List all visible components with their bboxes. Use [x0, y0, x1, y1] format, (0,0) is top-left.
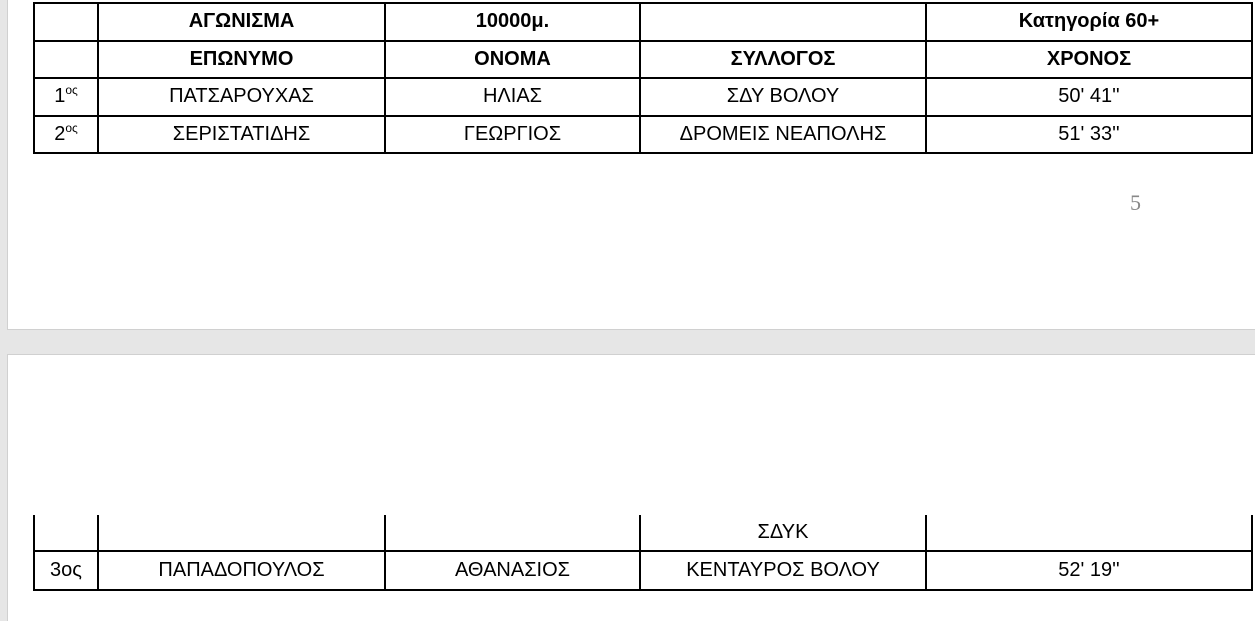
club-cell: ΚΕΝΤΑΥΡΟΣ ΒΟΛΟΥ — [640, 551, 926, 590]
empty-cell — [34, 515, 98, 551]
time-cell: 52' 19'' — [926, 551, 1252, 590]
column-header-name: ΟΝΟΜΑ — [385, 41, 640, 79]
time-cell: 51' 33'' — [926, 116, 1252, 154]
event-value: 10000μ. — [385, 3, 640, 41]
place-cell: $1^{o\varsigma}$ — [34, 78, 98, 116]
club-cell: ΣΔΥΚ — [640, 515, 926, 551]
category-label: Κατηγορία 60+ — [926, 3, 1252, 41]
name-cell: ΓΕΩΡΓΙΟΣ — [385, 116, 640, 154]
club-cell: ΣΔΥ ΒΟΛΟΥ — [640, 78, 926, 116]
empty-cell — [640, 3, 926, 41]
table-row — [34, 551, 1252, 590]
table-row — [34, 116, 1252, 154]
empty-cell — [34, 41, 98, 79]
empty-cell — [926, 515, 1252, 551]
column-header-surname: ΕΠΩΝΥΜΟ — [98, 41, 385, 79]
results-table-continued — [33, 515, 1253, 591]
event-label: ΑΓΩΝΙΣΜΑ — [98, 3, 385, 41]
column-header-time: ΧΡΟΝΟΣ — [926, 41, 1252, 79]
column-header-row — [34, 41, 1252, 79]
table-row — [34, 78, 1252, 116]
empty-cell — [98, 515, 385, 551]
place-cell: $2^{o\varsigma}$ — [34, 116, 98, 154]
empty-cell — [34, 3, 98, 41]
results-table — [33, 2, 1253, 154]
empty-cell — [385, 515, 640, 551]
surname-cell: ΠΑΠΑΔΟΠΟΥΛΟΣ — [98, 551, 385, 590]
page-number: 5 — [1130, 190, 1141, 215]
name-cell: ΑΘΑΝΑΣΙΟΣ — [385, 551, 640, 590]
surname-cell: ΠΑΤΣΑΡΟΥΧΑΣ — [98, 78, 385, 116]
club-cell: ΔΡΟΜΕΙΣ ΝΕΑΠΟΛΗΣ — [640, 116, 926, 154]
column-header-club: ΣΥΛΛΟΓΟΣ — [640, 41, 926, 79]
name-cell: ΗΛΙΑΣ — [385, 78, 640, 116]
place-cell: 3ος — [34, 551, 98, 590]
time-cell: 50' 41'' — [926, 78, 1252, 116]
document-page-1 — [7, 0, 1255, 330]
surname-cell: ΣΕΡΙΣΤΑΤΙΔΗΣ — [98, 116, 385, 154]
event-header-row — [34, 3, 1252, 41]
continued-row — [34, 515, 1252, 551]
document-page-2 — [7, 354, 1255, 621]
